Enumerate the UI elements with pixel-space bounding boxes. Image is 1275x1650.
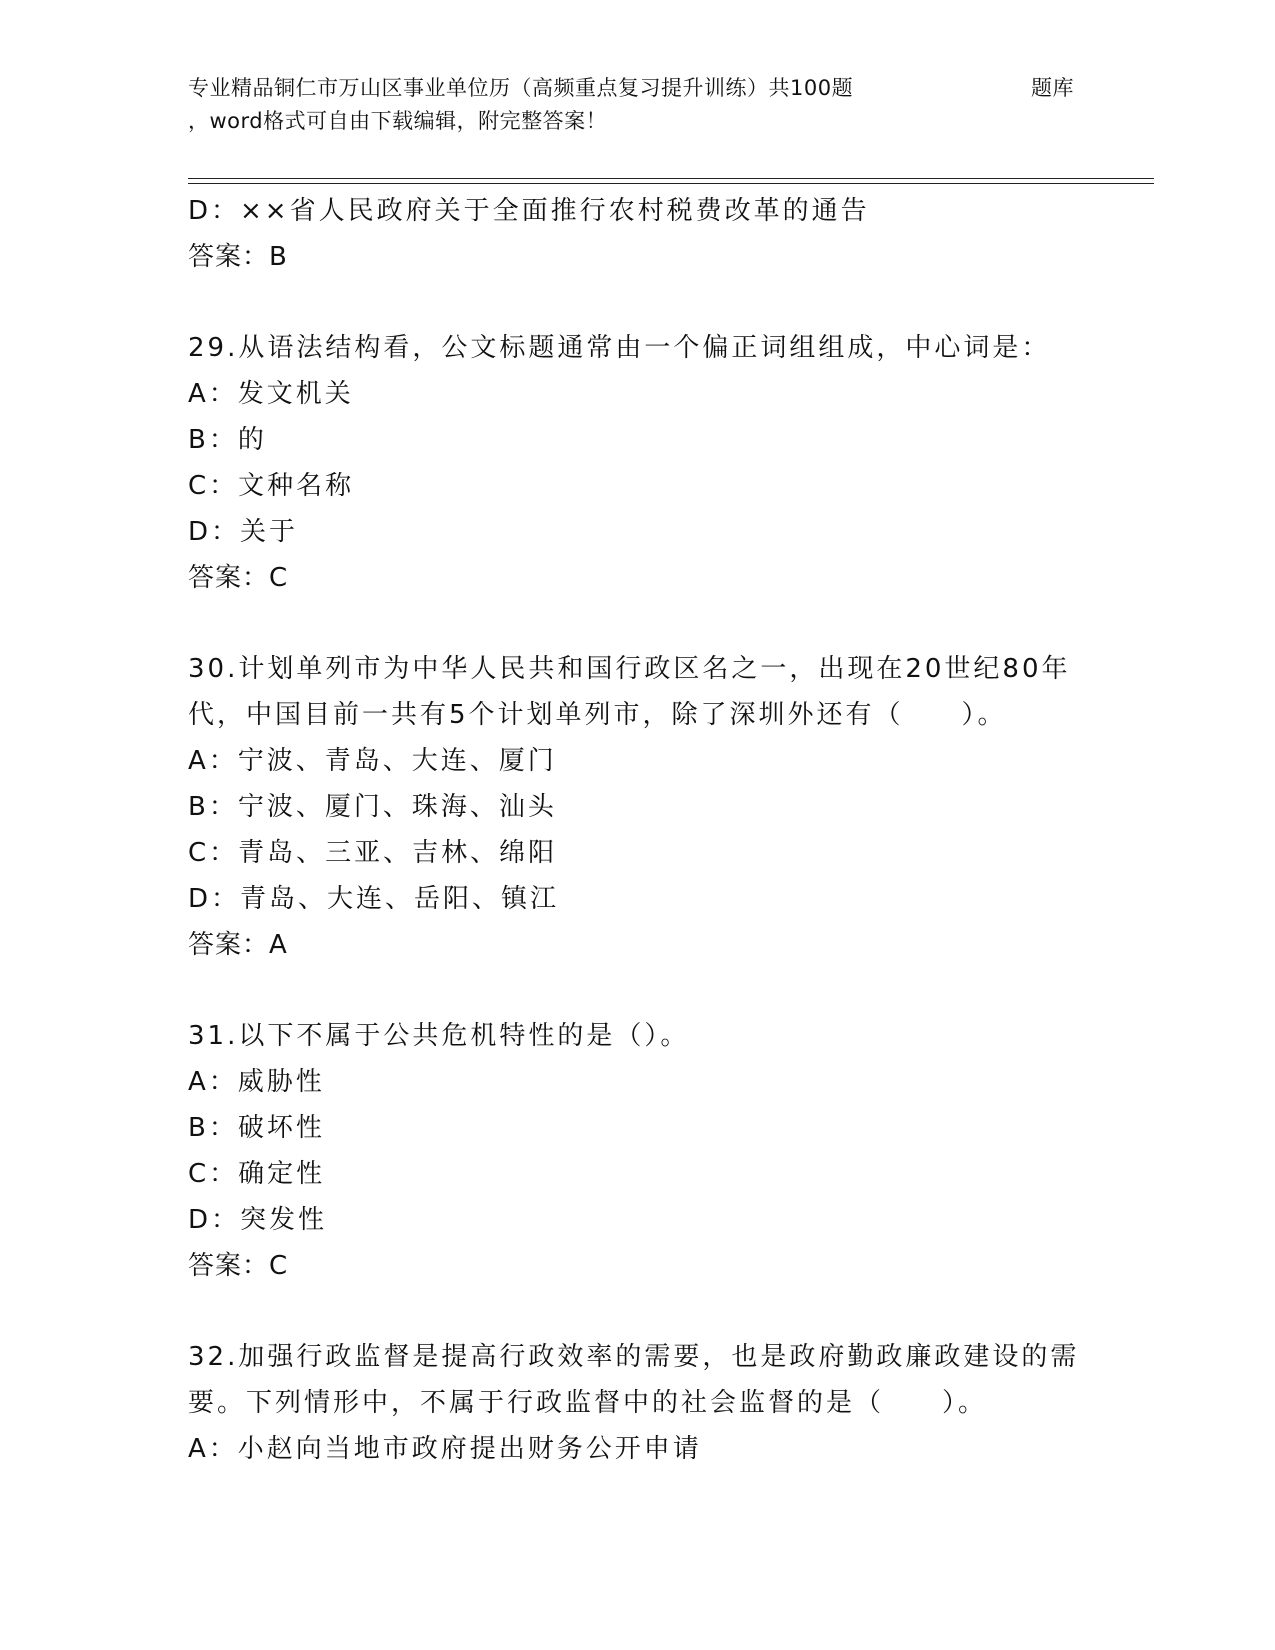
question-stem: 31.以下不属于公共危机特性的是（）。 xyxy=(188,1021,690,1051)
spacer xyxy=(188,1289,1088,1334)
question-stem: 30.计划单列市为中华人民共和国行政区名之一，出现在20世纪80年 xyxy=(188,654,1071,684)
header-tag: 题库 xyxy=(1031,76,1074,100)
option-b: B：破坏性 xyxy=(188,1113,325,1143)
header-title-line2: ，word格式可自由下载编辑，附完整答案！ xyxy=(188,109,608,133)
header-title: 专业精品铜仁市万山区事业单位历（高频重点复习提升训练）共100题 xyxy=(188,76,854,100)
question-32 xyxy=(188,1334,1088,1472)
spacer xyxy=(188,601,1088,646)
answer-line: 答案：C xyxy=(188,1251,289,1281)
option-d: D：关于 xyxy=(188,517,299,547)
answer-line: 答案：A xyxy=(188,930,288,960)
answer-line: 答案：C xyxy=(188,563,289,593)
header-title-line1 xyxy=(188,72,1088,105)
option-a: A：发文机关 xyxy=(188,379,354,409)
option-d: D：××省人民政府关于全面推行农村税费改革的通告 xyxy=(188,196,870,226)
question-stem: 32.加强行政监督是提高行政效率的需要，也是政府勤政廉政建设的需 xyxy=(188,1342,1080,1372)
question-stem-continued: 要。下列情形中，不属于行政监督中的社会监督的是（ ）。 xyxy=(188,1388,988,1418)
option-c: C：青岛、三亚、吉林、绵阳 xyxy=(188,838,558,868)
header-divider xyxy=(188,178,1154,184)
option-a: A：小赵向当地市政府提出财务公开申请 xyxy=(188,1434,702,1464)
option-a: A：威胁性 xyxy=(188,1067,325,1097)
spacer xyxy=(188,968,1088,1013)
option-b: B：的 xyxy=(188,425,267,455)
answer-line: 答案：B xyxy=(188,242,288,272)
option-d: D：突发性 xyxy=(188,1205,328,1235)
question-30 xyxy=(188,646,1088,968)
spacer xyxy=(188,280,1088,325)
question-29 xyxy=(188,325,1088,601)
question-31 xyxy=(188,1013,1088,1289)
option-c: C：文种名称 xyxy=(188,471,355,501)
document-body xyxy=(188,188,1088,1472)
question-stem-continued: 代，中国目前一共有5个计划单列市，除了深圳外还有（ ）。 xyxy=(188,700,1007,730)
option-c: C：确定性 xyxy=(188,1159,326,1189)
page-header xyxy=(188,72,1088,138)
option-a: A：宁波、青岛、大连、厦门 xyxy=(188,746,557,776)
question-stem: 29.从语法结构看，公文标题通常由一个偏正词组组成，中心词是： xyxy=(188,333,1051,363)
option-b: B：宁波、厦门、珠海、汕头 xyxy=(188,792,557,822)
option-d: D：青岛、大连、岳阳、镇江 xyxy=(188,884,560,914)
